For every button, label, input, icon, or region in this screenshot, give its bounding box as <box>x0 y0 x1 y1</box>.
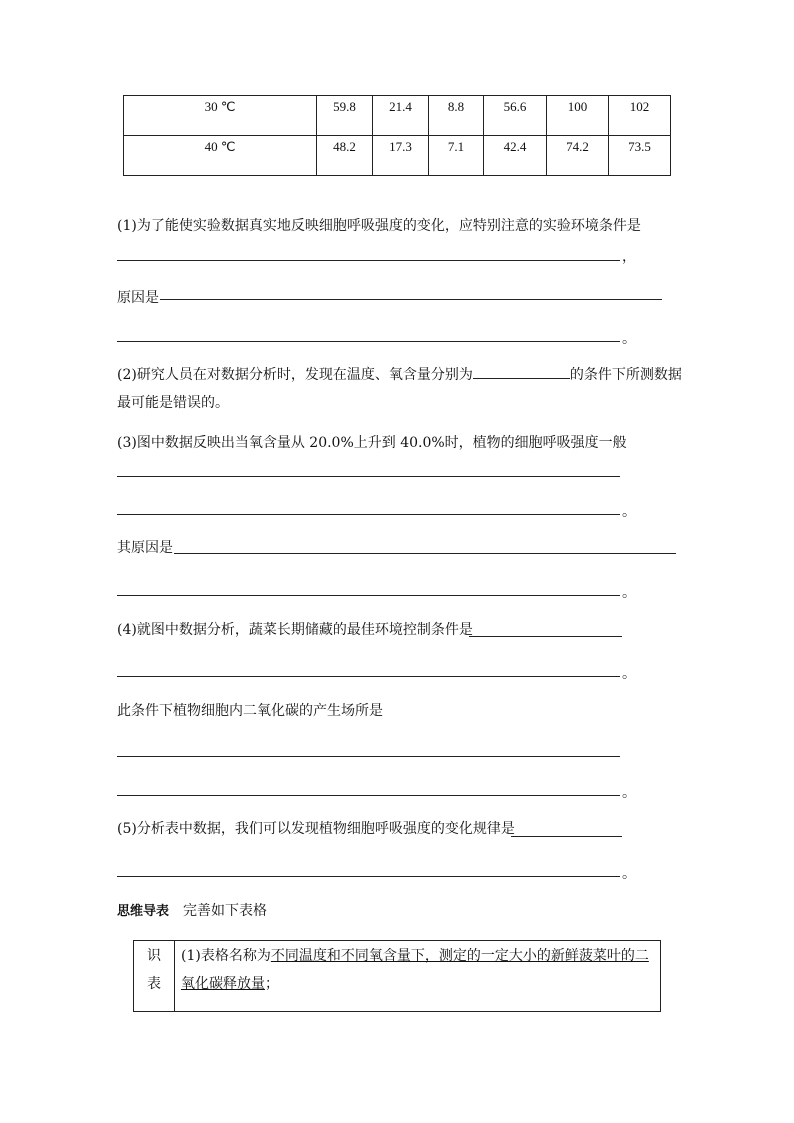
row-label-char: 识 <box>147 948 161 964</box>
row-label-char: 表 <box>147 976 161 992</box>
answer-blank[interactable] <box>117 260 620 261</box>
answer-blank[interactable] <box>117 876 620 877</box>
mind-map-heading: 思维导表 <box>117 904 170 919</box>
question-3-reason-label: 其原因是 <box>117 540 173 556</box>
mind-map-line-2 <box>181 970 659 998</box>
table-cell: 42.4 <box>484 136 547 176</box>
answer-blank[interactable] <box>117 756 620 757</box>
answer-blank[interactable] <box>117 676 620 677</box>
answer-blank[interactable] <box>469 636 622 637</box>
text-suffix: ； <box>265 976 279 992</box>
mind-map-row-label <box>134 941 175 1012</box>
answer-blank[interactable] <box>160 299 662 300</box>
question-4-text: (4)就图中数据分析，蔬菜长期储藏的最佳环境控制条件是 <box>117 622 473 638</box>
period: 。 <box>622 504 636 520</box>
answer-blank[interactable] <box>174 553 676 554</box>
mind-map-heading-row <box>117 897 267 926</box>
table-cell: 8.8 <box>429 96 484 136</box>
table-cell: 100 <box>547 96 609 136</box>
mind-map-line-1 <box>181 942 659 970</box>
text-prefix: (1)表格名称为 <box>181 948 271 964</box>
answer-blank[interactable] <box>511 836 622 837</box>
underlined-answer: 氧化碳释放量 <box>181 976 265 992</box>
question-5-text: (5)分析表中数据，我们可以发现植物细胞呼吸强度的变化规律是 <box>117 821 515 837</box>
table-row <box>134 941 661 1012</box>
question-3-text: (3)图中数据反映出当氧含量从 20.0%上升到 40.0%时，植物的细胞呼吸强度一般 <box>117 435 627 451</box>
answer-blank[interactable] <box>117 476 620 477</box>
table-cell: 73.5 <box>609 136 671 176</box>
table-cell: 48.2 <box>317 136 373 176</box>
question-1-text: (1)为了能使实验数据真实地反映细胞呼吸强度的变化，应特别注意的实验环境条件是 <box>117 218 641 234</box>
table-cell-temperature: 40 ℃ <box>124 136 317 176</box>
answer-blank[interactable] <box>117 514 620 515</box>
question-1-reason-label: 原因是 <box>117 290 159 306</box>
mind-map-subheading: 完善如下表格 <box>183 903 268 919</box>
question-2-part-b: 的条件下所测数据 <box>569 367 682 383</box>
table-cell: 102 <box>609 96 671 136</box>
question-4-followup: 此条件下植物细胞内二氧化碳的产生场所是 <box>117 703 383 719</box>
table-cell: 17.3 <box>373 136 429 176</box>
answer-blank[interactable] <box>117 795 620 796</box>
table-cell: 59.8 <box>317 96 373 136</box>
period: 。 <box>622 585 636 601</box>
question-2-text <box>117 361 682 389</box>
table-row <box>124 96 671 136</box>
question-2-part-a: (2)研究人员在对数据分析时，发现在温度、氧含量分别为 <box>117 367 473 383</box>
period: 。 <box>622 866 636 882</box>
comma: ， <box>622 249 636 265</box>
table-row <box>124 136 671 176</box>
table-cell-temperature: 30 ℃ <box>124 96 317 136</box>
question-2-continuation: 最可能是错误的。 <box>117 395 229 411</box>
table-cell: 56.6 <box>484 96 547 136</box>
table-cell: 74.2 <box>547 136 609 176</box>
answer-blank[interactable] <box>117 595 620 596</box>
period: 。 <box>622 666 636 682</box>
period: 。 <box>622 331 636 347</box>
mind-map-table <box>133 940 661 1012</box>
underlined-answer: 不同温度和不同氧含量下，测定的一定大小的新鲜菠菜叶的二 <box>270 948 649 964</box>
data-table <box>123 95 671 176</box>
answer-blank[interactable] <box>117 341 620 342</box>
answer-blank[interactable] <box>473 362 570 379</box>
mind-map-content <box>175 941 661 1012</box>
period: 。 <box>622 785 636 801</box>
table-cell: 7.1 <box>429 136 484 176</box>
table-cell: 21.4 <box>373 96 429 136</box>
